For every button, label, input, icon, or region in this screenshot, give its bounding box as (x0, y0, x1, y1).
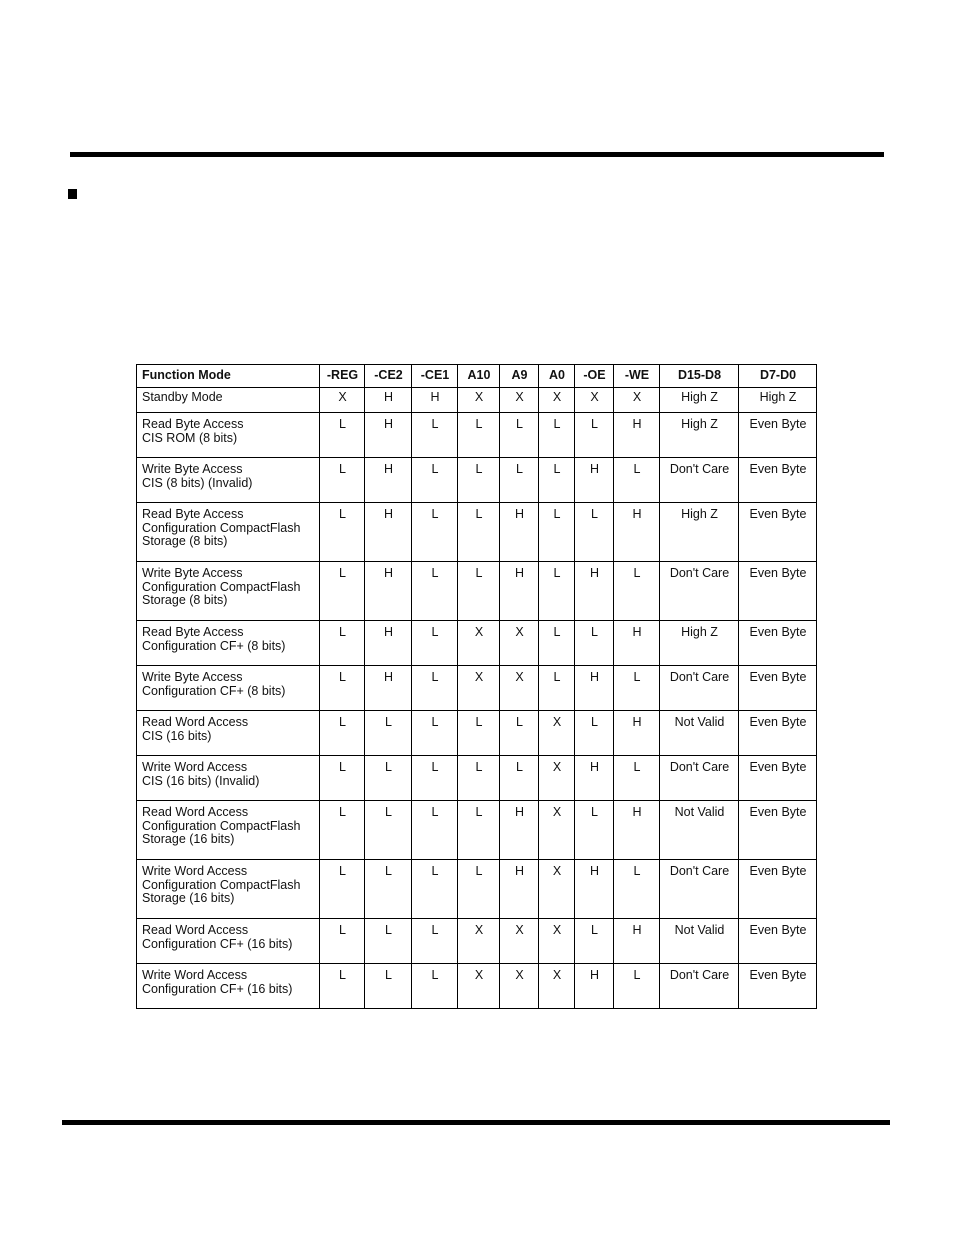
signal-cell: X (458, 388, 500, 413)
signal-cell: Even Byte (739, 860, 817, 919)
signal-cell: L (458, 756, 500, 801)
signal-cell: L (365, 860, 412, 919)
header-a10: A10 (458, 365, 500, 388)
signal-cell: Even Byte (739, 711, 817, 756)
function-mode-cell: Write Byte Access Configuration CF+ (8 bits) (137, 666, 320, 711)
table-row (137, 964, 817, 1009)
signal-cell: L (365, 756, 412, 801)
signal-cell: L (320, 621, 365, 666)
signal-cell: Not Valid (660, 919, 739, 964)
function-mode-cell: Write Byte Access Configuration CompactFlash Storage (8 bits) (137, 562, 320, 621)
signal-cell: L (539, 458, 575, 503)
signal-cell: L (320, 860, 365, 919)
signal-cell: X (539, 801, 575, 860)
signal-cell: H (614, 621, 660, 666)
signal-cell: X (500, 666, 539, 711)
signal-cell: L (412, 562, 458, 621)
signal-cell: L (458, 413, 500, 458)
header-a9: A9 (500, 365, 539, 388)
signal-cell: Don't Care (660, 964, 739, 1009)
signal-cell: H (614, 801, 660, 860)
signal-cell: L (500, 458, 539, 503)
signal-cell: Even Byte (739, 413, 817, 458)
header-ce2: -CE2 (365, 365, 412, 388)
table-row (137, 666, 817, 711)
top-rule (70, 152, 884, 157)
signal-cell: L (575, 503, 614, 562)
signal-cell: Don't Care (660, 756, 739, 801)
signal-cell: X (539, 964, 575, 1009)
signal-cell: L (412, 711, 458, 756)
function-mode-cell: Read Word Access CIS (16 bits) (137, 711, 320, 756)
signal-cell: L (614, 458, 660, 503)
signal-cell: L (500, 756, 539, 801)
signal-cell: L (320, 503, 365, 562)
signal-cell: H (365, 413, 412, 458)
signal-cell: L (575, 413, 614, 458)
signal-cell: L (539, 666, 575, 711)
signal-cell: H (575, 562, 614, 621)
signal-cell: Even Byte (739, 562, 817, 621)
signal-cell: H (365, 388, 412, 413)
signal-cell: L (320, 801, 365, 860)
table-header-row (137, 365, 817, 388)
signal-cell: X (320, 388, 365, 413)
signal-cell: L (539, 413, 575, 458)
signal-cell: Don't Care (660, 562, 739, 621)
table-row (137, 801, 817, 860)
signal-cell: H (365, 458, 412, 503)
signal-cell: L (412, 666, 458, 711)
signal-cell: L (412, 503, 458, 562)
function-mode-cell: Write Word Access CIS (16 bits) (Invalid) (137, 756, 320, 801)
signal-cell: X (458, 666, 500, 711)
table-row (137, 562, 817, 621)
signal-cell: X (458, 621, 500, 666)
signal-cell: L (412, 919, 458, 964)
table-row (137, 756, 817, 801)
table-row (137, 503, 817, 562)
signal-cell: L (539, 621, 575, 666)
signal-cell: H (575, 964, 614, 1009)
signal-cell: X (539, 388, 575, 413)
signal-cell: H (614, 503, 660, 562)
signal-cell: X (500, 919, 539, 964)
signal-cell: Even Byte (739, 964, 817, 1009)
table-row (137, 860, 817, 919)
signal-cell: H (365, 503, 412, 562)
signal-cell: X (539, 711, 575, 756)
signal-cell: L (539, 562, 575, 621)
signal-cell: L (412, 458, 458, 503)
signal-cell: L (614, 562, 660, 621)
square-bullet-icon (68, 189, 77, 199)
signal-cell: Not Valid (660, 801, 739, 860)
signal-cell: X (614, 388, 660, 413)
signal-cell: High Z (660, 413, 739, 458)
signal-cell: L (575, 919, 614, 964)
header-function-mode: Function Mode (137, 365, 320, 388)
signal-cell: L (500, 413, 539, 458)
signal-cell: L (412, 860, 458, 919)
signal-cell: H (500, 860, 539, 919)
signal-cell: L (320, 666, 365, 711)
signal-cell: H (365, 666, 412, 711)
header-d15-d8: D15-D8 (660, 365, 739, 388)
signal-cell: L (320, 458, 365, 503)
signal-cell: L (614, 666, 660, 711)
signal-cell: H (500, 801, 539, 860)
signal-cell: H (614, 711, 660, 756)
table-body (137, 388, 817, 1009)
signal-cell: L (458, 458, 500, 503)
signal-cell: X (500, 621, 539, 666)
header-ce1: -CE1 (412, 365, 458, 388)
signal-cell: L (575, 621, 614, 666)
signal-cell: L (320, 413, 365, 458)
function-mode-cell: Read Word Access Configuration CF+ (16 bits) (137, 919, 320, 964)
signal-cell: H (365, 621, 412, 666)
signal-cell: Don't Care (660, 860, 739, 919)
signal-cell: L (412, 621, 458, 666)
signal-cell: L (412, 413, 458, 458)
signal-cell: H (575, 756, 614, 801)
signal-cell: High Z (660, 388, 739, 413)
signal-cell: Even Byte (739, 621, 817, 666)
table-row (137, 919, 817, 964)
signal-cell: Even Byte (739, 756, 817, 801)
signal-cell: X (500, 964, 539, 1009)
signal-cell: High Z (660, 503, 739, 562)
signal-cell: L (458, 801, 500, 860)
signal-cell: H (500, 562, 539, 621)
signal-cell: L (365, 964, 412, 1009)
signal-cell: H (614, 919, 660, 964)
header-we: -WE (614, 365, 660, 388)
function-mode-cell: Read Word Access Configuration CompactFlash Storage (16 bits) (137, 801, 320, 860)
signal-cell: X (539, 860, 575, 919)
signal-cell: L (320, 964, 365, 1009)
signal-cell: L (539, 503, 575, 562)
signal-cell: High Z (660, 621, 739, 666)
signal-cell: X (539, 919, 575, 964)
signal-cell: H (575, 860, 614, 919)
function-mode-cell: Read Byte Access Configuration CompactFlash Storage (8 bits) (137, 503, 320, 562)
function-mode-cell: Read Byte Access Configuration CF+ (8 bits) (137, 621, 320, 666)
function-mode-cell: Write Word Access Configuration CompactFlash Storage (16 bits) (137, 860, 320, 919)
signal-cell: X (575, 388, 614, 413)
function-mode-table (136, 364, 817, 1009)
signal-cell: Even Byte (739, 503, 817, 562)
signal-cell: L (458, 860, 500, 919)
signal-cell: High Z (739, 388, 817, 413)
signal-cell: X (458, 964, 500, 1009)
table-row (137, 388, 817, 413)
signal-cell: Even Byte (739, 666, 817, 711)
signal-cell: L (614, 964, 660, 1009)
signal-cell: Even Byte (739, 919, 817, 964)
header-reg: -REG (320, 365, 365, 388)
signal-cell: H (412, 388, 458, 413)
signal-cell: L (412, 756, 458, 801)
signal-cell: Don't Care (660, 458, 739, 503)
signal-cell: L (458, 711, 500, 756)
signal-cell: L (412, 801, 458, 860)
signal-cell: L (458, 503, 500, 562)
signal-cell: L (365, 801, 412, 860)
signal-cell: L (614, 860, 660, 919)
signal-cell: Not Valid (660, 711, 739, 756)
signal-cell: H (575, 458, 614, 503)
signal-cell: L (320, 756, 365, 801)
signal-cell: H (575, 666, 614, 711)
table-row (137, 413, 817, 458)
signal-cell: Even Byte (739, 458, 817, 503)
signal-cell: H (614, 413, 660, 458)
signal-cell: H (500, 503, 539, 562)
signal-cell: L (575, 711, 614, 756)
signal-cell: L (614, 756, 660, 801)
signal-cell: L (458, 562, 500, 621)
table-row (137, 458, 817, 503)
signal-cell: Even Byte (739, 801, 817, 860)
signal-cell: Don't Care (660, 666, 739, 711)
signal-cell: L (320, 562, 365, 621)
function-mode-cell: Write Word Access Configuration CF+ (16 bits) (137, 964, 320, 1009)
signal-cell: H (365, 562, 412, 621)
function-mode-cell: Write Byte Access CIS (8 bits) (Invalid) (137, 458, 320, 503)
signal-cell: L (320, 919, 365, 964)
table-row (137, 711, 817, 756)
header-a0: A0 (539, 365, 575, 388)
signal-cell: L (500, 711, 539, 756)
header-d7-d0: D7-D0 (739, 365, 817, 388)
signal-cell: L (320, 711, 365, 756)
signal-cell: L (412, 964, 458, 1009)
header-oe: -OE (575, 365, 614, 388)
signal-cell: L (365, 919, 412, 964)
function-mode-cell: Read Byte Access CIS ROM (8 bits) (137, 413, 320, 458)
signal-cell: L (365, 711, 412, 756)
bottom-rule (62, 1120, 890, 1125)
function-mode-cell: Standby Mode (137, 388, 320, 413)
table-row (137, 621, 817, 666)
signal-cell: X (458, 919, 500, 964)
signal-cell: X (539, 756, 575, 801)
signal-cell: L (575, 801, 614, 860)
signal-cell: X (500, 388, 539, 413)
